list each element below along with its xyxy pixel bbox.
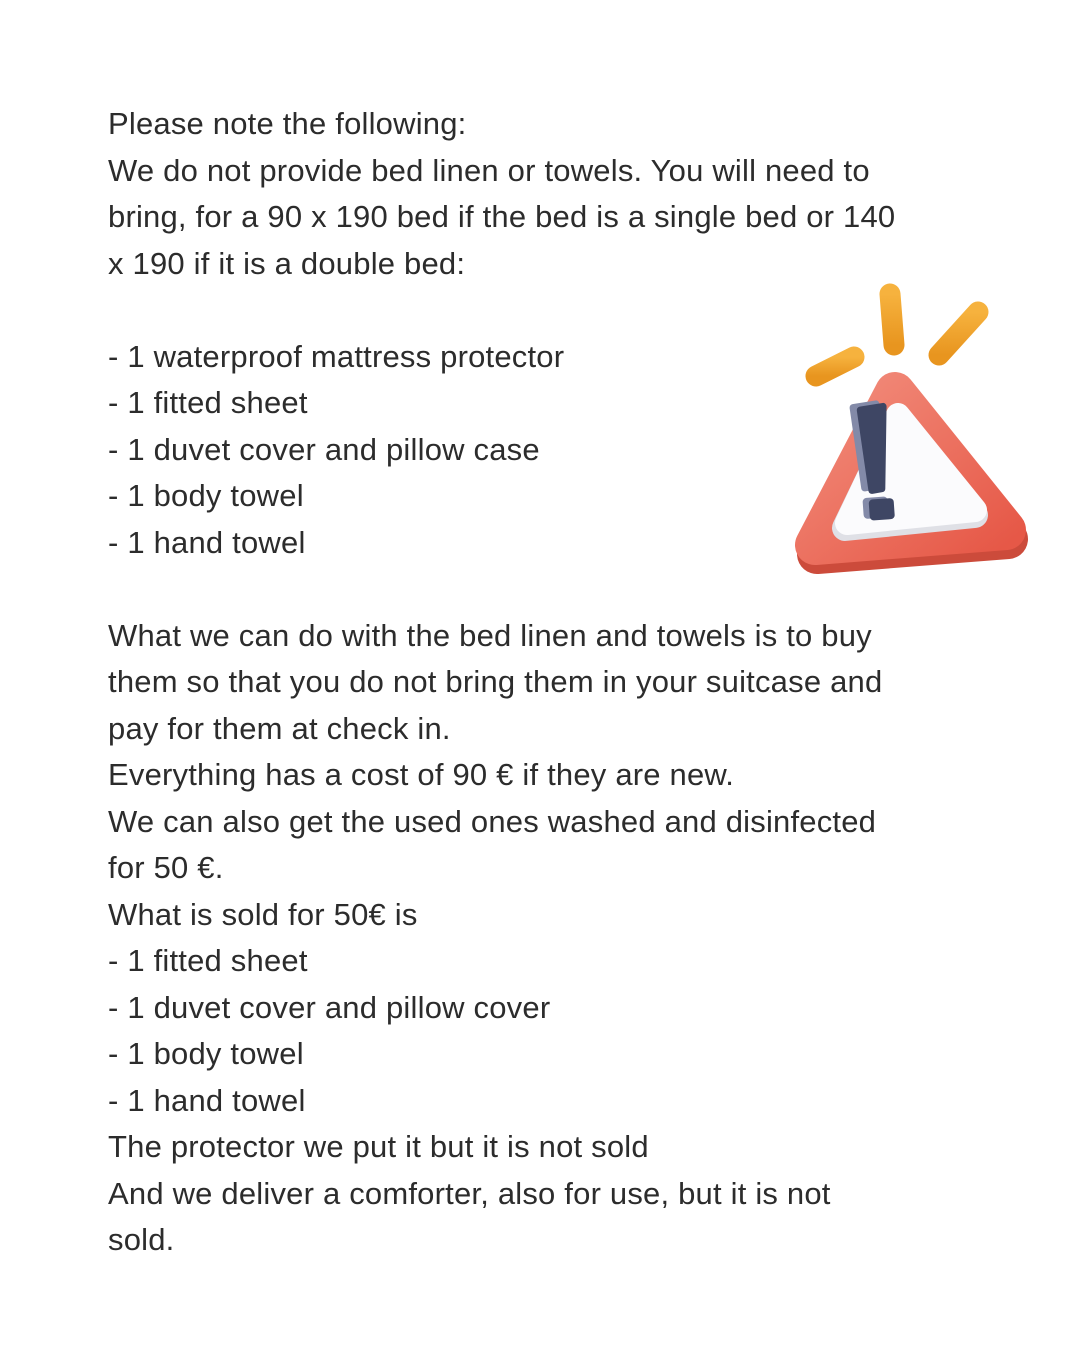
text-line: And we deliver a comforter, also for use, but it is not bbox=[108, 1175, 831, 1211]
text-line: We can also get the used ones washed and disinfected bbox=[108, 803, 877, 839]
text-line: sold. bbox=[108, 1222, 175, 1257]
list-item: - 1 hand towel bbox=[108, 524, 306, 560]
ray-top bbox=[890, 294, 894, 345]
pricing-paragraph bbox=[108, 613, 1008, 1264]
text-line: We do not provide bed linen or towels. You will need to bbox=[108, 152, 870, 188]
list-item: - 1 fitted sheet bbox=[108, 385, 308, 420]
text-line: pay for them at check in. bbox=[108, 710, 451, 746]
text-line: x 190 if it is a double bed: bbox=[108, 245, 466, 281]
text-line: - 1 fitted sheet bbox=[108, 943, 308, 978]
list-item: - 1 waterproof mattress protector bbox=[108, 338, 565, 374]
text-line: - 1 body towel bbox=[108, 1036, 304, 1071]
text-line: bring, for a 90 x 190 bed if the bed is a single bed or 140 bbox=[108, 199, 896, 234]
text-line: them so that you do not bring them in your suitcase and bbox=[108, 664, 883, 699]
text-line: - 1 hand towel bbox=[108, 1082, 306, 1118]
list-item: - 1 body towel bbox=[108, 478, 304, 513]
list-item: - 1 duvet cover and pillow case bbox=[108, 431, 540, 467]
exclamation-dot bbox=[869, 498, 895, 521]
intro-paragraph bbox=[108, 101, 1008, 287]
text-line: The protector we put it but it is not sold bbox=[108, 1129, 649, 1164]
ray-right bbox=[939, 312, 978, 355]
text-line: What we can do with the bed linen and towels is to buy bbox=[108, 617, 872, 653]
text-line: Everything has a cost of 90 € if they are new. bbox=[108, 757, 735, 792]
alert-rays-icon bbox=[816, 294, 978, 376]
text-line: Please note the following: bbox=[108, 106, 467, 141]
text-line: for 50 €. bbox=[108, 850, 224, 885]
text-line: What is sold for 50€ is bbox=[108, 896, 418, 932]
warning-icon bbox=[775, 268, 1035, 590]
text-line: - 1 duvet cover and pillow cover bbox=[108, 989, 551, 1025]
ray-left bbox=[816, 357, 854, 376]
